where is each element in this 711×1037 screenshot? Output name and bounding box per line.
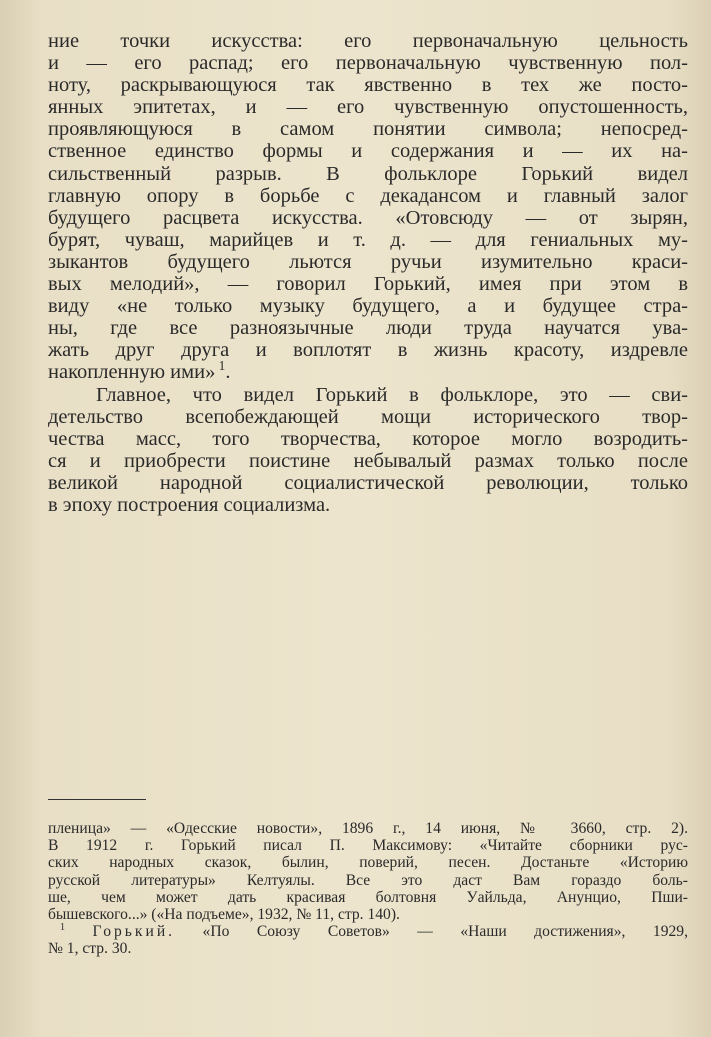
text-line: янных эпитетах, и — его чувственную опустошенность, (48, 96, 688, 119)
text-line: Главное, что видел Горький в фольклоре, это — сви- (96, 383, 688, 406)
text-line: сильственный разрыв. В фольклоре Горький видел (48, 162, 688, 185)
paragraph-2 (48, 384, 688, 517)
footnote-line: В 1912 г. Горький писал П. Максимову: «Читайте сборники рус- (48, 837, 688, 855)
text-line: проявляющуюся в самом понятии символа; непосред- (48, 118, 688, 141)
footnote-mark: 1 (60, 922, 66, 934)
text-line: зыкантов будущего льются ручьи изумительно краси- (48, 250, 688, 273)
footnote-1 (48, 923, 688, 957)
text-line: ны, где все разноязычные люди труда научатся ува- (48, 317, 688, 340)
text-line: чества масс, того творчества, которое могло возродить- (48, 427, 688, 450)
main-text (48, 30, 688, 516)
footnote-separator (48, 799, 146, 800)
footnote-source: «По Союзу Советов» — «Наши достижения», 1929, (202, 923, 688, 941)
text-line-content: накопленную ими» (48, 361, 216, 384)
footnote-continuation (48, 820, 688, 923)
text-line: ноту, раскрывающуюся так явственно в тех же посто- (48, 74, 688, 97)
text-line: виду «не только музыку будущего, а и будущее стра- (48, 295, 688, 318)
footnotes (48, 820, 688, 958)
text-line: главную опору в борьбе с декадансом и главный залог (48, 184, 688, 207)
footnote-line (48, 923, 688, 940)
text-line: будущего расцвета искусства. «Отовсюду — от зырян, (48, 206, 688, 229)
text-line: бурят, чуваш, марийцев и т. д. — для гениальных му- (48, 228, 688, 251)
paragraph-1 (48, 30, 688, 384)
text-line: накопленную ими» $^1$. (48, 358, 231, 384)
text-line: ся и приобрести поистине небывалый размах только после (48, 449, 688, 472)
text-line: в эпоху построения социализма. (48, 493, 331, 516)
text-line: жать друг друга и воплотят в жизнь красоту, издревле (48, 339, 688, 362)
text-line: и — его распад; его первоначальную чувственную пол- (48, 52, 688, 75)
footnote-author: Горький. (92, 923, 176, 941)
footnote-line: ских народных сказок, былин, поверий, песен. Достаньте «Историю (48, 854, 688, 872)
footnote-line: № 1, стр. 30. (48, 940, 132, 958)
footnote-line: ше, чем может дать красивая болтовня Уайльда, Анунцио, Пши- (48, 888, 688, 906)
text-line: великой народной социалистической революции, только (48, 471, 688, 494)
footnote-line: бышевского...» («На подъеме», 1932, № 11, стр. 140). (48, 906, 400, 924)
footnote-ref-1[interactable]: 1 (218, 358, 226, 374)
text-line: детельство всепобеждающей мощи исторического твор- (48, 405, 688, 428)
text-line: ственное единство формы и содержания и — их на- (48, 140, 688, 163)
footnote-line: пленица» — «Одесские новости», 1896 г., 14 июня, № 3660, стр. 2). (48, 820, 688, 837)
footnote-line: русской литературы» Келтуялы. Все это даст Вам гораздо боль- (48, 871, 688, 889)
text-line: вых мелодий», — говорил Горький, имея при этом в (48, 273, 688, 296)
text-line: ние точки искусства: его первоначальную цельность (48, 30, 688, 52)
